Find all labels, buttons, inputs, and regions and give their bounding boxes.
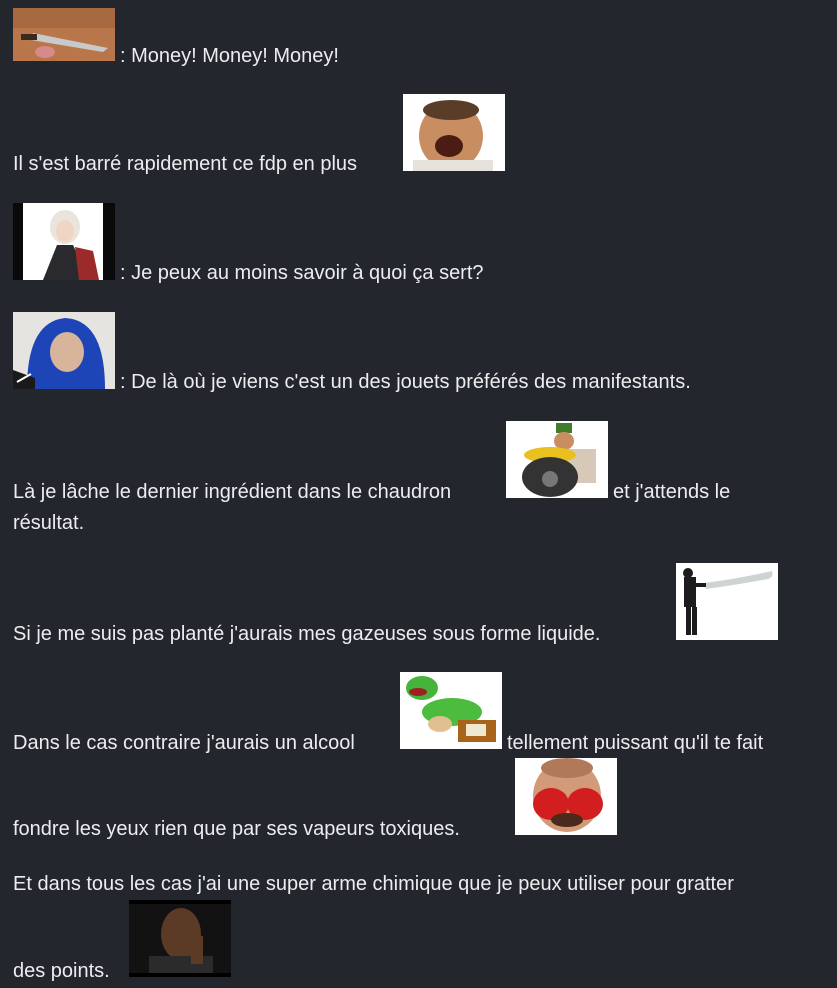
message-line: Et dans tous les cas j'ai une super arme chimique que je peux utiliser pour gratter (13, 873, 734, 895)
message-line: fondre les yeux rien que par ses vapeurs toxiques. (13, 818, 460, 840)
bloody-eyes-man-sticker-icon (515, 758, 617, 835)
white-haired-character-sticker-icon (13, 203, 115, 280)
message-line: Il s'est barré rapidement ce fdp en plus (13, 153, 358, 175)
sprayer-man-sticker-icon (676, 563, 778, 640)
message-line: tellement puissant qu'il te fait (507, 732, 764, 754)
message-line: Là je lâche le dernier ingrédient dans le chaudron (13, 481, 452, 503)
message-line: : Je peux au moins savoir à quoi ça sert? (120, 262, 484, 284)
message-line: des points. (13, 960, 110, 982)
message-line: et j'attends le (613, 481, 731, 503)
message-line: résultat. (13, 512, 85, 534)
message-line: Si je me suis pas planté j'aurais mes gazeuses sous forme liquide. (13, 623, 601, 645)
laughing-man-sticker-icon (403, 94, 505, 171)
message-line: : De là où je viens c'est un des jouets préférés des manifestants. (120, 371, 691, 393)
message-line: Dans le cas contraire j'aurais un alcool (13, 732, 355, 754)
kermit-bottle-sticker-icon (400, 672, 502, 749)
message-line: : Money! Money! Money! (120, 45, 339, 67)
knife-crab-sticker-icon (13, 0, 115, 61)
hooded-man-sticker-icon (13, 312, 115, 389)
thinking-man-sticker-icon (129, 900, 231, 977)
leprechaun-gold-pot-sticker-icon (506, 421, 608, 498)
